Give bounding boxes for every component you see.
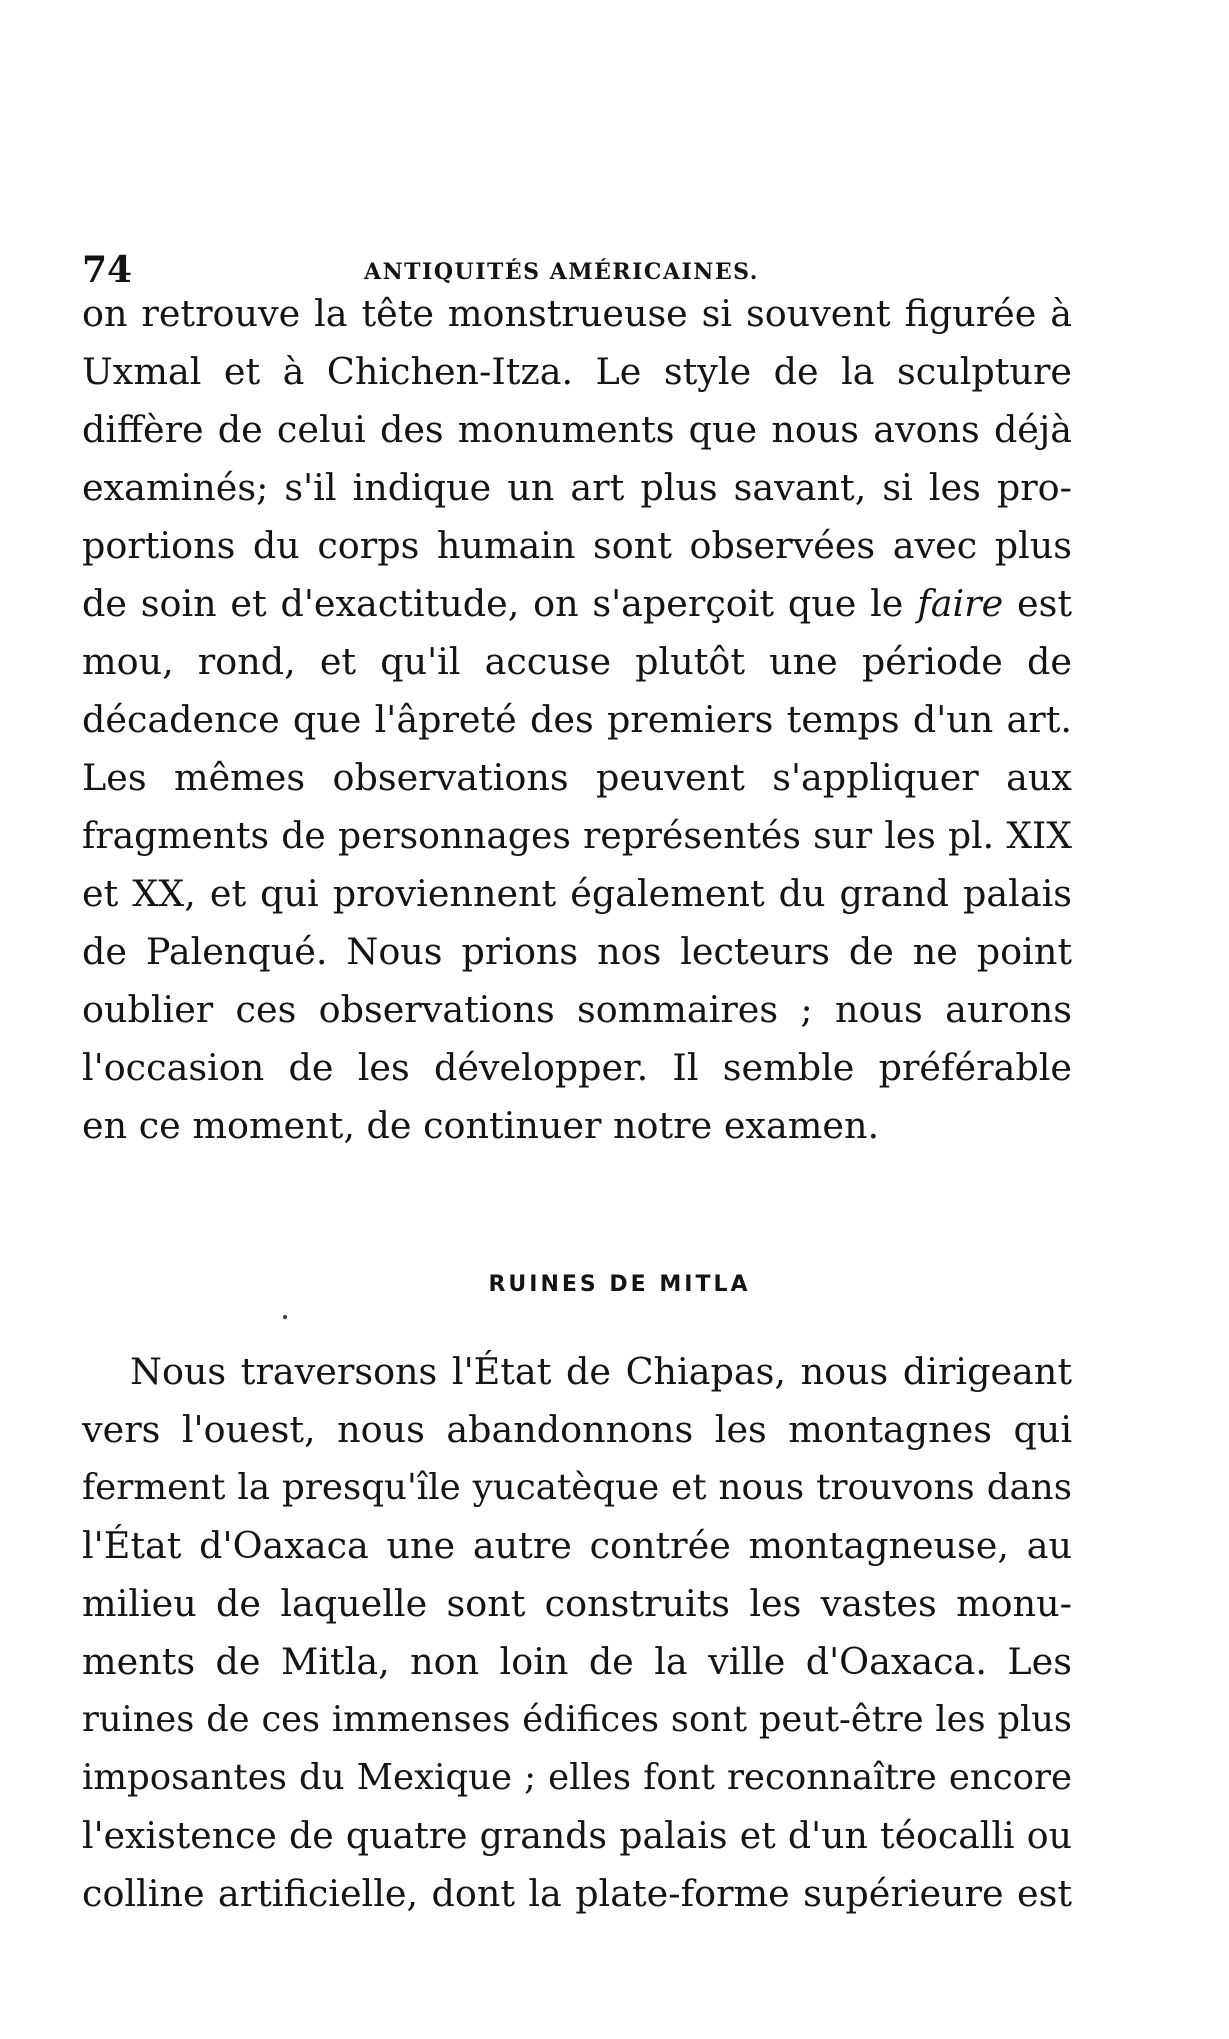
text-line: de Palenqué. Nous prions nos lecteurs de ne point bbox=[82, 930, 1072, 973]
text-line: décadence que l'âpreté des premiers temps d'un art. bbox=[82, 698, 1072, 741]
text-line: ments de Mitla, non loin de la ville d'Oaxaca. Les bbox=[82, 1640, 1072, 1683]
text-line: on retrouve la tête monstrueuse si souvent figurée à bbox=[82, 292, 1072, 335]
text-line: imposantes du Mexique ; elles font reconnaître encore bbox=[82, 1757, 1072, 1798]
italic-word: faire bbox=[917, 582, 1004, 625]
running-title: ANTIQUITÉS AMÉRICAINES. bbox=[364, 259, 759, 285]
text-line: en ce moment, de continuer notre examen. bbox=[82, 1104, 880, 1147]
text-line: diffère de celui des monuments que nous avons déjà bbox=[82, 408, 1072, 451]
text-segment: est bbox=[1003, 582, 1072, 625]
text-line: mou, rond, et qu'il accuse plutôt une période de bbox=[82, 640, 1072, 683]
page-number: 74 bbox=[82, 249, 133, 291]
text-line: ruines de ces immenses édifices sont peut-être les plus bbox=[82, 1699, 1072, 1740]
text-line: colline artificielle, dont la plate-forme supérieure est bbox=[82, 1872, 1072, 1915]
text-line: l'occasion de les développer. Il semble préférable bbox=[82, 1046, 1072, 1089]
section-heading: RUINES DE MITLA bbox=[488, 1272, 751, 1297]
text-line-with-italic bbox=[82, 575, 1072, 633]
text-line: Uxmal et à Chichen-Itza. Le style de la sculpture bbox=[82, 350, 1072, 393]
text-line: l'existence de quatre grands palais et d'un téocalli ou bbox=[82, 1814, 1072, 1857]
paragraph-mitla bbox=[82, 1343, 1072, 1923]
text-line: Nous traversons l'État de Chiapas, nous dirigeant bbox=[130, 1350, 1072, 1393]
ink-dot bbox=[283, 1315, 287, 1319]
text-line: portions du corps humain sont observées avec plus bbox=[82, 524, 1072, 567]
text-line: l'État d'Oaxaca une autre contrée montagneuse, au bbox=[82, 1524, 1072, 1567]
text-line: milieu de laquelle sont construits les vastes monu- bbox=[82, 1582, 1072, 1625]
text-line: vers l'ouest, nous abandonnons les montagnes qui bbox=[82, 1408, 1072, 1451]
text-line: et XX, et qui proviennent également du grand palais bbox=[82, 872, 1072, 915]
text-line: ferment la presqu'île yucatèque et nous trouvons dans bbox=[82, 1467, 1072, 1508]
text-segment: de soin et d'exactitude, on s'aperçoit que le bbox=[82, 582, 918, 625]
text-line: examinés; s'il indique un art plus savant, si les pro- bbox=[82, 466, 1072, 509]
text-line: Les mêmes observations peuvent s'appliquer aux bbox=[82, 756, 1072, 799]
text-line: oublier ces observations sommaires ; nous aurons bbox=[82, 988, 1072, 1031]
paragraph-continuation bbox=[82, 285, 1072, 1155]
text-line: fragments de personnages représentés sur les pl. XIX bbox=[82, 815, 1072, 857]
